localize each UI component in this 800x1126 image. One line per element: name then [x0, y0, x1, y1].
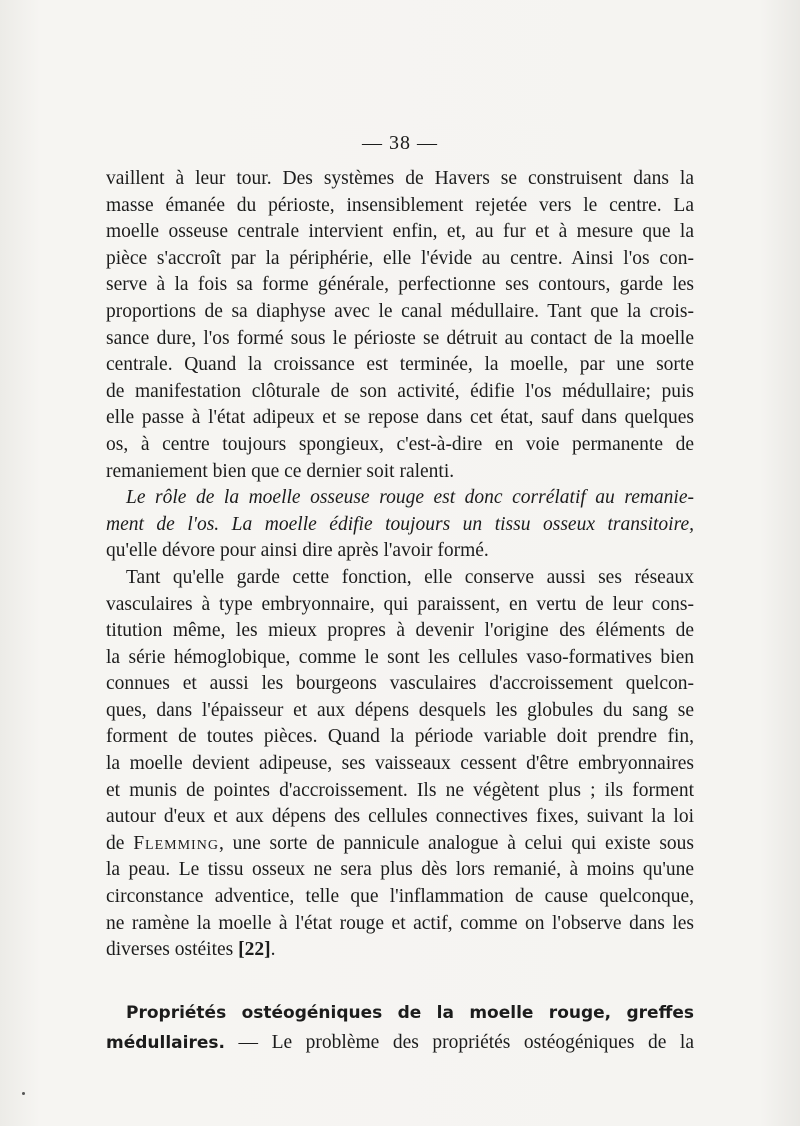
text-line: sance dure, l'os formé sous le périoste se détruit au contact de la moelle — [106, 327, 694, 349]
citation-reference: [22] — [238, 939, 271, 961]
text-line: ne ramène la moelle à l'état rouge et actif, comme on l'observe dans les — [106, 912, 694, 934]
last-line-prefix: diverses ostéites — [106, 939, 234, 961]
flemming-prefix: de — [106, 832, 125, 854]
text-line: la moelle devient adipeuse, ses vaisseaux cessent d'être embryonnaires — [106, 753, 694, 775]
body-text — [106, 166, 694, 964]
text-line: autour d'eux et aux dépens des cellules connectives fixes, suivant la loi — [106, 806, 694, 828]
text-line: centrale. Quand la croissance est terminée, la moelle, par une sorte — [106, 354, 694, 376]
text-line: moelle osseuse centrale intervient enfin, et, au fur et à mesure que la — [106, 221, 694, 243]
section-heading: Propriétés ostéogéniques de la moelle rouge, greffes — [126, 1003, 694, 1023]
text-line: masse émanée du périoste, insensiblement rejetée vers le centre. La — [106, 194, 694, 216]
text-line-last — [106, 937, 694, 964]
flemming-suffix: , une sorte de pannicule analogue à celui qui existe sous — [218, 832, 695, 854]
paper-speck — [22, 1092, 25, 1095]
text-line: la série hémoglobique, comme le sont les cellules vaso-formatives bien — [106, 646, 694, 668]
section-text: — Le problème des propriétés ostéogéniques de la — [224, 1032, 694, 1053]
author-name: Flemming — [133, 832, 219, 854]
text-line: la peau. Le tissu osseux ne sera plus dès lors remanié, à moins qu'une — [106, 859, 694, 881]
last-line-suffix: . — [270, 939, 276, 961]
text-line: proportions de sa diaphyse avec le canal médullaire. Tant que la crois- — [106, 300, 694, 322]
section-heading-end: médullaires. — [106, 1033, 225, 1053]
text-line: forment de toutes pièces. Quand la période variable doit prendre fin, — [106, 726, 694, 748]
text-line: circonstance adventice, telle que l'inflammation de cause quelconque, — [106, 886, 694, 908]
text-line: qu'elle dévore pour ainsi dire après l'avoir formé. — [106, 540, 489, 562]
text-line: remaniement bien que ce dernier soit ralenti. — [106, 460, 455, 482]
text-line: vasculaires à type embryonnaire, qui paraissent, en vertu de leur cons- — [106, 593, 694, 615]
text-line: vaillent à leur tour. Des systèmes de Havers se construisent dans la — [106, 168, 694, 189]
section-line — [106, 1028, 694, 1058]
italic-line: ment de l'os. La moelle édifie toujours un tissu osseux transitoire, — [106, 513, 694, 535]
text-line: elle passe à l'état adipeux et se repose dans cet état, sauf dans quelques — [106, 407, 694, 429]
text-line: serve à la fois sa forme générale, perfectionne ses contours, garde les — [106, 274, 694, 296]
italic-line: Le rôle de la moelle osseuse rouge est donc corrélatif au remanie- — [126, 487, 694, 509]
text-line: connues et aussi les bourgeons vasculaires d'accroissement quelcon- — [106, 673, 694, 695]
text-line: de manifestation clôturale de son activité, édifie l'os médullaire; puis — [106, 380, 694, 402]
text-line: os, à centre toujours spongieux, c'est-à-dire en voie permanente de — [106, 433, 694, 455]
text-line: titution même, les mieux propres à devenir l'origine des éléments de — [106, 620, 694, 642]
section — [106, 998, 694, 1058]
text-line: pièce s'accroît par la périphérie, elle l'évide au centre. Ainsi l'os con- — [106, 247, 694, 269]
text-line: ques, dans l'épaisseur et aux dépens desquels les globules du sang se — [106, 699, 694, 721]
text-line: Tant qu'elle garde cette fonction, elle conserve aussi ses réseaux — [126, 566, 694, 588]
page-number: — 38 — — [362, 132, 438, 154]
text-line: et munis de pointes d'accroissement. Ils ne végètent plus ; ils forment — [106, 779, 694, 801]
text-line-flemming — [106, 831, 694, 858]
